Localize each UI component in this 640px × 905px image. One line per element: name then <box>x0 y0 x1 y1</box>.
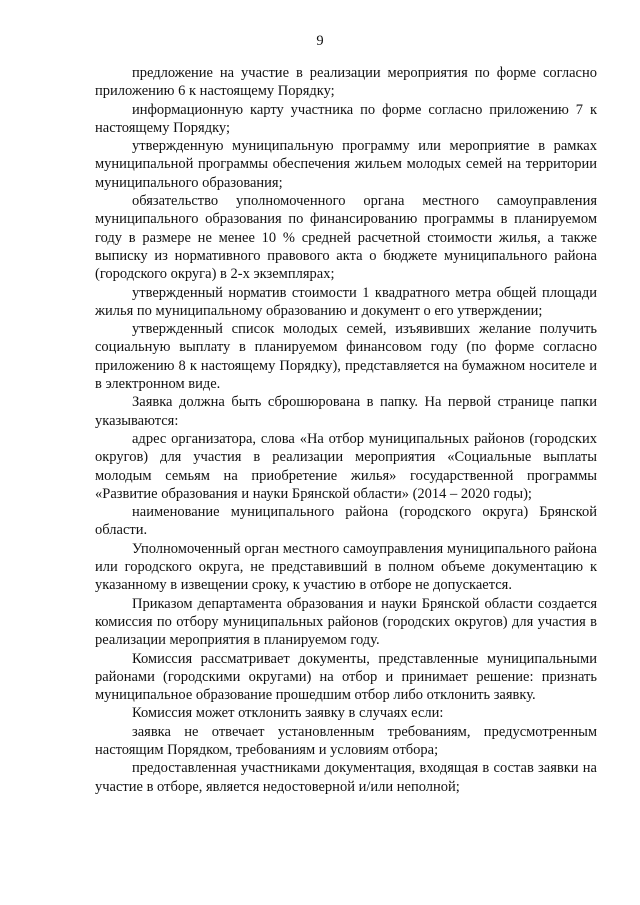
paragraph-financing-obligation: обязательство уполномоченного органа местного самоуправления муниципального образования по финансированию программы в планируемом году в размере не менее 10 % средней расчетной стоимости жилья, а также выписку из нормативного правового акта о бюджете муниципального района (городского округа) в 2-х экземплярах; <box>95 193 597 283</box>
paragraph-rejection-cases: Комиссия может отклонить заявку в случаях если: <box>132 705 444 722</box>
paragraph-non-admission: Уполномоченный орган местного самоуправления муниципального района или городского округа, не представивший в полном объеме документацию к указанному в извещении сроку, к участию в отборе не допускается. <box>95 540 597 594</box>
body-text <box>95 64 597 796</box>
paragraph-commission-creation: Приказом департамента образования и науки Брянской области создается комиссия по отбору муниципальных районов (городских округов) для участия в реализации мероприятия в планируемом году. <box>95 595 597 649</box>
paragraph-folder-requirement: Заявка должна быть сброшюрована в папку. На первой странице папки указываются: <box>95 394 597 429</box>
paragraph-requirements-mismatch: заявка не отвечает установленным требованиям, предусмотренным настоящим Порядком, требованиям и условиям отбора; <box>95 723 597 758</box>
paragraph-commission-review: Комиссия рассматривает документы, представленные муниципальными районами (городскими округами) на отбор и принимает решение: признать муниципальное образование прошедшим отбор либо отклонить заявку. <box>95 650 597 704</box>
paragraph-proposal: предложение на участие в реализации мероприятия по форме согласно приложению 6 к настоящему Порядку; <box>95 65 597 100</box>
paragraph-organizer-address: адрес организатора, слова «На отбор муниципальных районов (городских округов) для участия в реализации мероприятия «Социальные выплаты молодым семьям на приобретение жилья» государственной программы «Развитие образования и науки Брянской области» (2014 – 2020 годы); <box>95 430 597 502</box>
paragraph-approved-program: утвержденную муниципальную программу или мероприятие в рамках муниципальной программы обеспечения жильем молодых семей на территории муниципального образования; <box>95 138 597 191</box>
paragraph-families-list: утвержденный список молодых семей, изъявивших желание получить социальную выплату в планируемом финансовом году (по форме согласно приложению 8 к настоящему Порядку), представляется на бумажном носителе и в электронном виде. <box>95 321 597 393</box>
paragraph-district-name: наименование муниципального района (городского округа) Брянской области. <box>95 504 597 539</box>
paragraph-cost-norm: утвержденный норматив стоимости 1 квадратного метра общей площади жилья по муниципальному образованию и документ о его утверждении; <box>95 284 597 319</box>
paragraph-unreliable-documents: предоставленная участниками документация, входящая в состав заявки на участие в отборе, является недостоверной и/или неполной; <box>95 760 597 795</box>
paragraph-info-card: информационную карту участника по форме согласно приложению 7 к настоящему Порядку; <box>95 101 597 136</box>
page-number: 9 <box>316 33 324 49</box>
